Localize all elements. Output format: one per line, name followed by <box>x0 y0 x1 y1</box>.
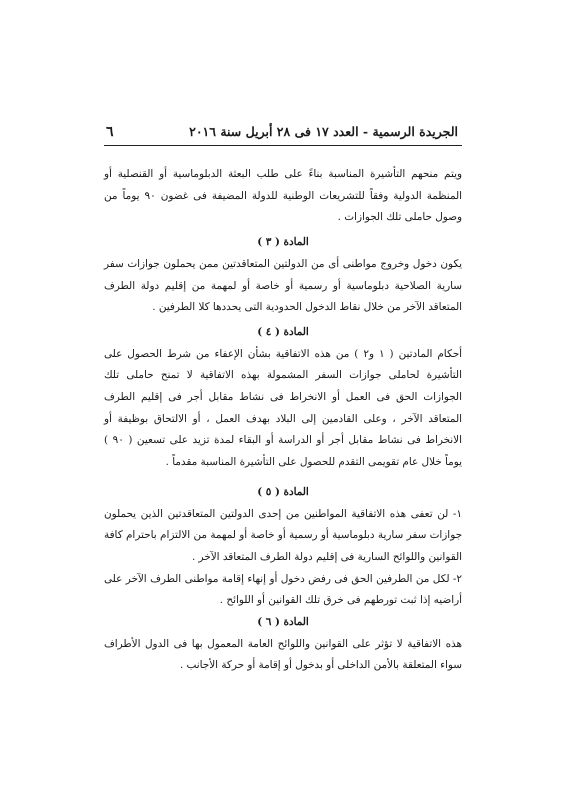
article-3-text: يكون دخول وخروج مواطنى أى من الدولتين المتعاقدتين ممن يحملون جوازات سفر سارية الصلاحية دبلوماسية أو رسمية أو خاصة أو لمهمة من إقليم دولة الطرف المتعاقد الآخر من خلال نقاط الدخول الحدودية التى يحددها كلا الطرفين . <box>104 257 462 314</box>
article-4-heading: المادة ( ٤ ) <box>257 325 309 338</box>
article-5-heading: المادة ( ٥ ) <box>257 485 309 498</box>
intro-paragraph: ويتم منحهم التأشيرة المناسبة بناءً على طلب البعثة الدبلوماسية أو القنصلية أو المنظمة الدولية وفقاً للتشريعات الوطنية للدولة المضيفة فى غضون ٩٠ يوماً من وصول حاملى تلك الجوازات . <box>104 168 463 224</box>
article-6-heading: المادة ( ٦ ) <box>257 616 309 629</box>
article-5-clause-1: ١- لن تعفى هذه الاتفاقية المواطنين من إحدى الدولتين المتعاقدتين الذين يحملون جوازات سفر سارية دبلوماسية أو رسمية أو خاصة أو لمهمة من الالتزام باحترام كافة القوانين واللوائح السارية فى إقليم دولة الطرف المتعاقد الآخر . <box>104 507 462 563</box>
gazette-page <box>104 124 462 677</box>
page-header <box>104 124 462 146</box>
article-5-clause-2: ٢- لكل من الطرفين الحق فى رفض دخول أو إنهاء إقامة مواطنى الطرف الآخر على أراضيه إذا ثبت تورطهم فى خرق تلك القوانين أو اللوائح . <box>104 572 462 607</box>
article-4-text: أحكام المادتين ( ١ و٢ ) من هذه الاتفاقية بشأن الإعفاء من شرط الحصول على التأشيرة لحاملى جوازات السفر المشمولة بهذه الاتفاقية لا تمنح حاملى تلك الجوازات الحق فى العمل أو الانخراط فى نشاط مقابل أجر فى إقليم الطرف المتعاقد الآخر ، وعلى القادمين إلى البلاد بهدف العمل ، أو الالتحاق بوظيفة أو الانخراط فى نشاط مقابل أجر أو الدراسة أو البقاء لمدة تزيد على تسعين ( ٩٠ ) يوماً خلال عام تقويمى التقدم للحصول على التأشيرة المناسبة مقدماً . <box>104 347 463 469</box>
page-body <box>104 164 462 677</box>
article-3-heading: المادة ( ٣ ) <box>257 236 309 249</box>
article-6-text: هذه الاتفاقية لا تؤثر على القوانين واللوائح العامة المعمول بها فى الدول الأطراف سواء المتعلقة بالأمن الداخلى أو بدخول أو إقامة أو حركة الأجانب . <box>104 637 462 672</box>
page-number: ٦ <box>106 124 114 140</box>
header-title: الجريدة الرسمية - العدد ١٧ فى ٢٨ أبريل سنة ٢٠١٦ <box>189 124 458 139</box>
